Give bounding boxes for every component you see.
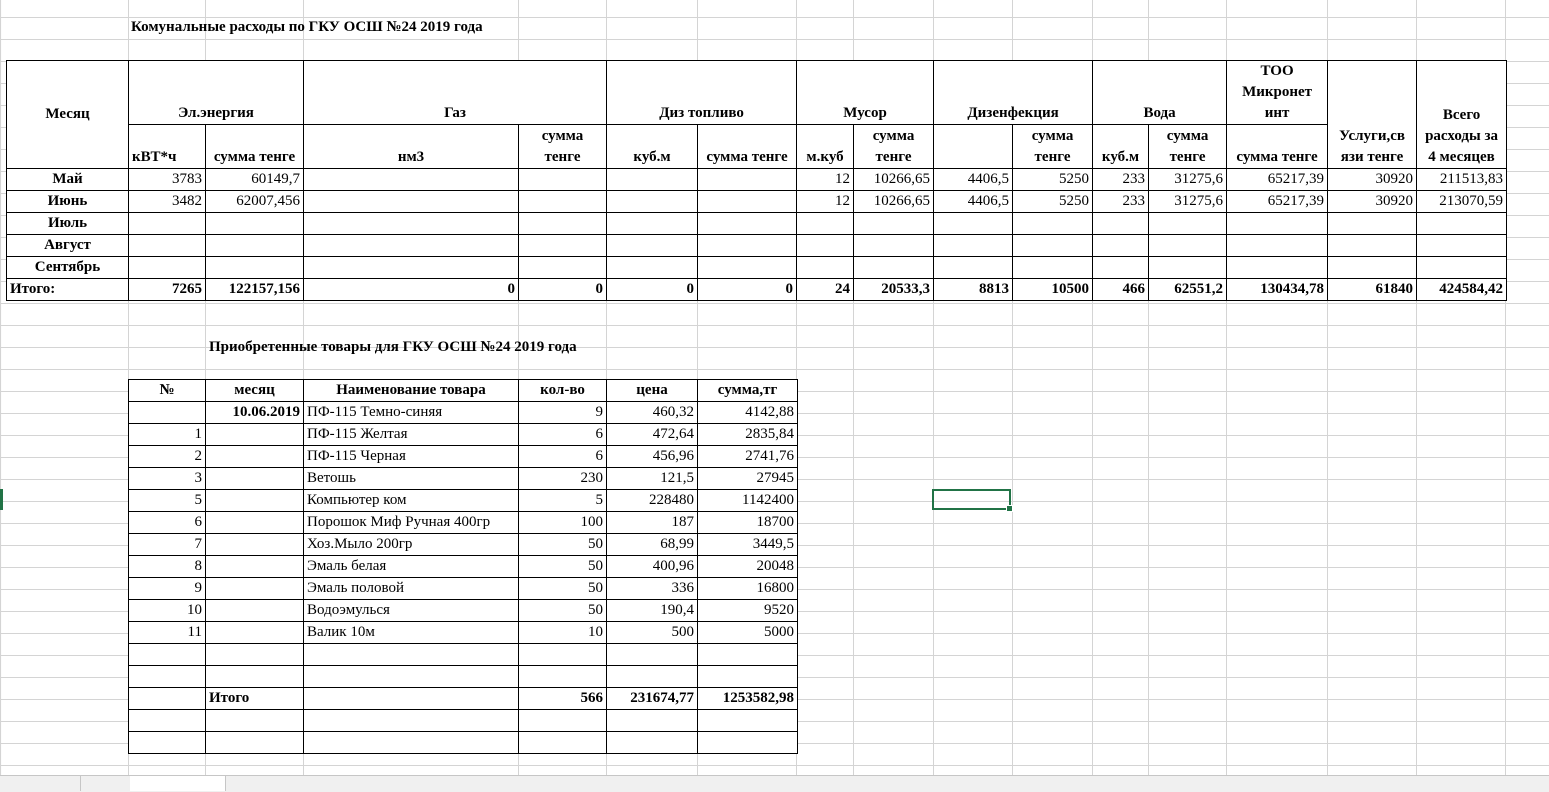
empty-cell[interactable]: [304, 666, 519, 688]
cell-water-cubm[interactable]: [1093, 213, 1149, 235]
cell-disinfection-sum[interactable]: [1013, 235, 1093, 257]
total-services[interactable]: 61840: [1328, 279, 1417, 301]
cell-total[interactable]: [1417, 213, 1507, 235]
cell-kwh[interactable]: 3783: [129, 169, 206, 191]
goods-sum[interactable]: 20048: [698, 556, 798, 578]
goods-name[interactable]: ПФ-115 Желтая: [304, 424, 519, 446]
cell-disinfection-sum[interactable]: [1013, 257, 1093, 279]
subheader-diesel-cubm[interactable]: куб.м: [607, 125, 698, 169]
goods-sum[interactable]: 2741,76: [698, 446, 798, 468]
utilities-row: [7, 191, 1507, 213]
cell-total[interactable]: 213070,59: [1417, 191, 1507, 213]
goods-empty-row: [129, 732, 798, 754]
total-water-sum[interactable]: 62551,2: [1149, 279, 1227, 301]
header-gas[interactable]: Газ: [304, 61, 607, 125]
empty-cell[interactable]: [129, 644, 206, 666]
total-disinfection-sum[interactable]: 10500: [1013, 279, 1093, 301]
cell-gas-nm3[interactable]: [304, 213, 519, 235]
cell-disinfection-sum[interactable]: 5250: [1013, 169, 1093, 191]
goods-price[interactable]: 336: [607, 578, 698, 600]
goods-sum[interactable]: 4142,88: [698, 402, 798, 424]
total-water-cubm[interactable]: 466: [1093, 279, 1149, 301]
goods-header-month[interactable]: месяц: [206, 380, 304, 402]
cell-water-sum[interactable]: [1149, 235, 1227, 257]
goods-qty[interactable]: 6: [519, 446, 607, 468]
goods-qty[interactable]: 9: [519, 402, 607, 424]
goods-row: [129, 512, 798, 534]
empty-cell[interactable]: [304, 644, 519, 666]
cell-water-sum[interactable]: [1149, 213, 1227, 235]
goods-sum[interactable]: 9520: [698, 600, 798, 622]
empty-cell[interactable]: [519, 644, 607, 666]
goods-total-row: [129, 688, 798, 710]
cell-garbage-mcub[interactable]: 12: [797, 191, 854, 213]
cell-diesel-sum[interactable]: [698, 235, 797, 257]
goods-total-qty[interactable]: 566: [519, 688, 607, 710]
goods-qty[interactable]: 230: [519, 468, 607, 490]
cell-too-sum[interactable]: [1227, 235, 1328, 257]
cell-kwh[interactable]: [129, 213, 206, 235]
goods-total-label[interactable]: Итого: [206, 688, 304, 710]
cell-garbage-sum[interactable]: 10266,65: [854, 191, 934, 213]
cell-disinfection-qty[interactable]: [934, 257, 1013, 279]
cell-too-sum[interactable]: [1227, 257, 1328, 279]
total-total[interactable]: 424584,42: [1417, 279, 1507, 301]
utilities-row: [7, 169, 1507, 191]
goods-row: [129, 534, 798, 556]
cell-diesel-cubm[interactable]: [607, 235, 698, 257]
header-services[interactable]: Услуги,св язи тенге: [1328, 61, 1417, 169]
empty-cell[interactable]: [698, 710, 798, 732]
goods-price[interactable]: 456,96: [607, 446, 698, 468]
cell-water-cubm[interactable]: 233: [1093, 191, 1149, 213]
goods-row: [129, 578, 798, 600]
goods-header-qty[interactable]: кол-во: [519, 380, 607, 402]
goods-num[interactable]: 9: [129, 578, 206, 600]
cell-electricity-sum[interactable]: 60149,7: [206, 169, 304, 191]
cell-garbage-mcub[interactable]: [797, 257, 854, 279]
header-too-mikronet[interactable]: ТОО Микронет инт: [1227, 61, 1328, 125]
cell-month[interactable]: Май: [7, 169, 129, 191]
cell-gas-sum[interactable]: [519, 169, 607, 191]
cell-diesel-sum[interactable]: [698, 191, 797, 213]
goods-sum[interactable]: 18700: [698, 512, 798, 534]
subheader-water-sum[interactable]: сумма тенге: [1149, 125, 1227, 169]
empty-cell[interactable]: [607, 710, 698, 732]
goods-num[interactable]: 11: [129, 622, 206, 644]
empty-cell[interactable]: [129, 666, 206, 688]
utilities-row: [7, 257, 1507, 279]
cell-gas-nm3[interactable]: [304, 169, 519, 191]
cell-electricity-sum[interactable]: [206, 213, 304, 235]
cell-garbage-sum[interactable]: 10266,65: [854, 169, 934, 191]
utilities-row: [7, 235, 1507, 257]
goods-qty[interactable]: 6: [519, 424, 607, 446]
goods-row: [129, 622, 798, 644]
goods-name[interactable]: Эмаль половой: [304, 578, 519, 600]
goods-empty-row: [129, 666, 798, 688]
goods-num[interactable]: 5: [129, 490, 206, 512]
cell-garbage-sum[interactable]: [854, 257, 934, 279]
empty-cell[interactable]: [607, 666, 698, 688]
header-water[interactable]: Вода: [1093, 61, 1227, 125]
empty-cell[interactable]: [519, 666, 607, 688]
cell-garbage-sum[interactable]: [854, 235, 934, 257]
goods-name[interactable]: Компьютер ком: [304, 490, 519, 512]
goods-month[interactable]: [206, 490, 304, 512]
goods-empty-row: [129, 644, 798, 666]
cell-disinfection-qty[interactable]: 4406,5: [934, 169, 1013, 191]
empty-cell[interactable]: [304, 688, 519, 710]
goods-qty[interactable]: 50: [519, 578, 607, 600]
empty-cell[interactable]: [519, 710, 607, 732]
cell-water-sum[interactable]: 31275,6: [1149, 169, 1227, 191]
utilities-table: [6, 60, 1507, 301]
goods-price[interactable]: 400,96: [607, 556, 698, 578]
goods-name[interactable]: Водоэмулься: [304, 600, 519, 622]
cell-diesel-cubm[interactable]: [607, 257, 698, 279]
empty-cell[interactable]: [698, 732, 798, 754]
goods-num[interactable]: 8: [129, 556, 206, 578]
goods-name[interactable]: Ветошь: [304, 468, 519, 490]
cell-electricity-sum[interactable]: [206, 257, 304, 279]
cell-diesel-sum[interactable]: [698, 169, 797, 191]
cell-electricity-sum[interactable]: 62007,456: [206, 191, 304, 213]
goods-row: [129, 556, 798, 578]
goods-num[interactable]: 3: [129, 468, 206, 490]
goods-sum[interactable]: 27945: [698, 468, 798, 490]
goods-title: Приобретенные товары для ГКУ ОСШ №24 2019 года: [209, 339, 577, 355]
goods-name[interactable]: Хоз.Мыло 200гр: [304, 534, 519, 556]
goods-row: [129, 424, 798, 446]
goods-header-name[interactable]: Наименование товара: [304, 380, 519, 402]
cell-garbage-mcub[interactable]: [797, 235, 854, 257]
active-cell-selection[interactable]: [932, 489, 1011, 510]
subheader-too-sum[interactable]: сумма тенге: [1227, 125, 1328, 169]
header-disinfection[interactable]: Дизенфекция: [934, 61, 1093, 125]
cell-garbage-mcub[interactable]: 12: [797, 169, 854, 191]
empty-cell[interactable]: [206, 732, 304, 754]
goods-price[interactable]: 68,99: [607, 534, 698, 556]
goods-row: [129, 446, 798, 468]
utilities-total-row: [7, 279, 1507, 301]
header-diesel[interactable]: Диз топливо: [607, 61, 797, 125]
header-garbage[interactable]: Мусор: [797, 61, 934, 125]
cell-gas-nm3[interactable]: [304, 191, 519, 213]
goods-qty[interactable]: 50: [519, 556, 607, 578]
cell-water-sum[interactable]: [1149, 257, 1227, 279]
cell-garbage-sum[interactable]: [854, 213, 934, 235]
cell-diesel-cubm[interactable]: [607, 213, 698, 235]
goods-price[interactable]: 121,5: [607, 468, 698, 490]
empty-cell[interactable]: [206, 710, 304, 732]
goods-name[interactable]: Эмаль белая: [304, 556, 519, 578]
cell-services[interactable]: 30920: [1328, 169, 1417, 191]
cell-gas-nm3[interactable]: [304, 257, 519, 279]
goods-name[interactable]: ПФ-115 Темно-синяя: [304, 402, 519, 424]
total-garbage-mcub[interactable]: 24: [797, 279, 854, 301]
cell-services[interactable]: [1328, 235, 1417, 257]
goods-month[interactable]: [206, 556, 304, 578]
goods-row: [129, 600, 798, 622]
goods-month[interactable]: [206, 512, 304, 534]
cell-month[interactable]: Июнь: [7, 191, 129, 213]
goods-sum[interactable]: 16800: [698, 578, 798, 600]
empty-cell[interactable]: [129, 710, 206, 732]
cell-too-sum[interactable]: [1227, 213, 1328, 235]
cell-kwh[interactable]: [129, 235, 206, 257]
subheader-kwh[interactable]: кВТ*ч: [129, 125, 206, 169]
sheet-tab-active[interactable]: [130, 776, 226, 791]
goods-month[interactable]: [206, 600, 304, 622]
cell-disinfection-qty[interactable]: [934, 213, 1013, 235]
goods-month[interactable]: [206, 622, 304, 644]
total-disinfection-qty[interactable]: 8813: [934, 279, 1013, 301]
cell-month[interactable]: Сентябрь: [7, 257, 129, 279]
goods-price[interactable]: 500: [607, 622, 698, 644]
cell-electricity-sum[interactable]: [206, 235, 304, 257]
utilities-row: [7, 213, 1507, 235]
cell-total[interactable]: [1417, 257, 1507, 279]
goods-sum[interactable]: 5000: [698, 622, 798, 644]
cell-too-sum[interactable]: 65217,39: [1227, 169, 1328, 191]
cell-services[interactable]: [1328, 257, 1417, 279]
goods-row: [129, 490, 798, 512]
cell-kwh[interactable]: [129, 257, 206, 279]
cell-services[interactable]: [1328, 213, 1417, 235]
cell-water-sum[interactable]: 31275,6: [1149, 191, 1227, 213]
subheader-gas-nm3[interactable]: нм3: [304, 125, 519, 169]
sheet-tab[interactable]: [80, 776, 131, 791]
header-electricity[interactable]: Эл.энергия: [129, 61, 304, 125]
total-gas-nm3[interactable]: 0: [304, 279, 519, 301]
goods-empty-row: [129, 710, 798, 732]
cell-disinfection-sum[interactable]: [1013, 213, 1093, 235]
goods-qty[interactable]: 50: [519, 534, 607, 556]
total-label[interactable]: Итого:: [7, 279, 129, 301]
goods-num[interactable]: 6: [129, 512, 206, 534]
empty-cell[interactable]: [206, 666, 304, 688]
cell-gas-sum[interactable]: [519, 213, 607, 235]
goods-total-price[interactable]: 231674,77: [607, 688, 698, 710]
cell-garbage-mcub[interactable]: [797, 213, 854, 235]
cell-kwh[interactable]: 3482: [129, 191, 206, 213]
goods-num[interactable]: [129, 402, 206, 424]
goods-price[interactable]: 472,64: [607, 424, 698, 446]
goods-row: [129, 468, 798, 490]
goods-qty[interactable]: 50: [519, 600, 607, 622]
empty-cell[interactable]: [607, 732, 698, 754]
sheet-tab-bar[interactable]: [0, 775, 1549, 792]
cell-month[interactable]: Август: [7, 235, 129, 257]
empty-cell[interactable]: [698, 644, 798, 666]
goods-month[interactable]: [206, 424, 304, 446]
subheader-disinfection-qty[interactable]: [934, 125, 1013, 169]
goods-qty[interactable]: 10: [519, 622, 607, 644]
goods-sum[interactable]: 2835,84: [698, 424, 798, 446]
empty-cell[interactable]: [607, 644, 698, 666]
goods-name[interactable]: Порошок Миф Ручная 400гр: [304, 512, 519, 534]
cell-gas-sum[interactable]: [519, 191, 607, 213]
goods-header-sum[interactable]: сумма,тг: [698, 380, 798, 402]
cell-diesel-cubm[interactable]: [607, 169, 698, 191]
total-electricity-sum[interactable]: 122157,156: [206, 279, 304, 301]
empty-cell[interactable]: [698, 666, 798, 688]
cell-too-sum[interactable]: 65217,39: [1227, 191, 1328, 213]
cell-disinfection-qty[interactable]: [934, 235, 1013, 257]
empty-cell[interactable]: [519, 732, 607, 754]
cell-diesel-sum[interactable]: [698, 257, 797, 279]
total-too-sum[interactable]: 130434,78: [1227, 279, 1328, 301]
subheader-disinfection-sum[interactable]: сумма тенге: [1013, 125, 1093, 169]
goods-sum[interactable]: 3449,5: [698, 534, 798, 556]
goods-table: [128, 379, 798, 754]
goods-sum[interactable]: 1142400: [698, 490, 798, 512]
cell-total[interactable]: [1417, 235, 1507, 257]
goods-qty[interactable]: 5: [519, 490, 607, 512]
cell-gas-sum[interactable]: [519, 235, 607, 257]
header-month[interactable]: Месяц: [7, 61, 129, 169]
total-diesel-cubm[interactable]: 0: [607, 279, 698, 301]
cell-gas-nm3[interactable]: [304, 235, 519, 257]
goods-name[interactable]: Валик 10м: [304, 622, 519, 644]
goods-num[interactable]: 2: [129, 446, 206, 468]
cell-disinfection-qty[interactable]: 4406,5: [934, 191, 1013, 213]
empty-cell[interactable]: [129, 688, 206, 710]
subheader-garbage-mcub[interactable]: м.куб: [797, 125, 854, 169]
cell-month[interactable]: Июль: [7, 213, 129, 235]
goods-price[interactable]: 190,4: [607, 600, 698, 622]
total-garbage-sum[interactable]: 20533,3: [854, 279, 934, 301]
cell-diesel-cubm[interactable]: [607, 191, 698, 213]
cell-gas-sum[interactable]: [519, 257, 607, 279]
goods-month[interactable]: 10.06.2019: [206, 402, 304, 424]
goods-qty[interactable]: 100: [519, 512, 607, 534]
goods-price[interactable]: 187: [607, 512, 698, 534]
cell-disinfection-sum[interactable]: 5250: [1013, 191, 1093, 213]
total-kwh[interactable]: 7265: [129, 279, 206, 301]
subheader-diesel-sum[interactable]: сумма тенге: [698, 125, 797, 169]
subheader-garbage-sum[interactable]: сумма тенге: [854, 125, 934, 169]
cell-total[interactable]: 211513,83: [1417, 169, 1507, 191]
goods-month[interactable]: [206, 534, 304, 556]
goods-num[interactable]: 10: [129, 600, 206, 622]
goods-month[interactable]: [206, 468, 304, 490]
sheet-nav-area[interactable]: [0, 776, 81, 791]
utilities-title: Комунальные расходы по ГКУ ОСШ №24 2019 года: [131, 19, 483, 35]
subheader-gas-sum[interactable]: сумма тенге: [519, 125, 607, 169]
goods-num[interactable]: 7: [129, 534, 206, 556]
empty-cell[interactable]: [206, 644, 304, 666]
goods-month[interactable]: [206, 578, 304, 600]
cell-diesel-sum[interactable]: [698, 213, 797, 235]
cell-water-cubm[interactable]: [1093, 235, 1149, 257]
goods-price[interactable]: 228480: [607, 490, 698, 512]
cell-water-cubm[interactable]: 233: [1093, 169, 1149, 191]
total-gas-sum[interactable]: 0: [519, 279, 607, 301]
subheader-water-cubm[interactable]: куб.м: [1093, 125, 1149, 169]
total-diesel-sum[interactable]: 0: [698, 279, 797, 301]
goods-header-price[interactable]: цена: [607, 380, 698, 402]
goods-row: [129, 402, 798, 424]
goods-name[interactable]: ПФ-115 Черная: [304, 446, 519, 468]
goods-header-num[interactable]: №: [129, 380, 206, 402]
cell-services[interactable]: 30920: [1328, 191, 1417, 213]
header-total-expenses[interactable]: Всего расходы за 4 месяцев: [1417, 61, 1507, 169]
goods-month[interactable]: [206, 446, 304, 468]
goods-total-sum[interactable]: 1253582,98: [698, 688, 798, 710]
empty-cell[interactable]: [129, 732, 206, 754]
goods-price[interactable]: 460,32: [607, 402, 698, 424]
goods-num[interactable]: 1: [129, 424, 206, 446]
active-row-marker: [0, 489, 3, 510]
empty-cell[interactable]: [304, 710, 519, 732]
empty-cell[interactable]: [304, 732, 519, 754]
subheader-electricity-sum[interactable]: сумма тенге: [206, 125, 304, 169]
cell-water-cubm[interactable]: [1093, 257, 1149, 279]
